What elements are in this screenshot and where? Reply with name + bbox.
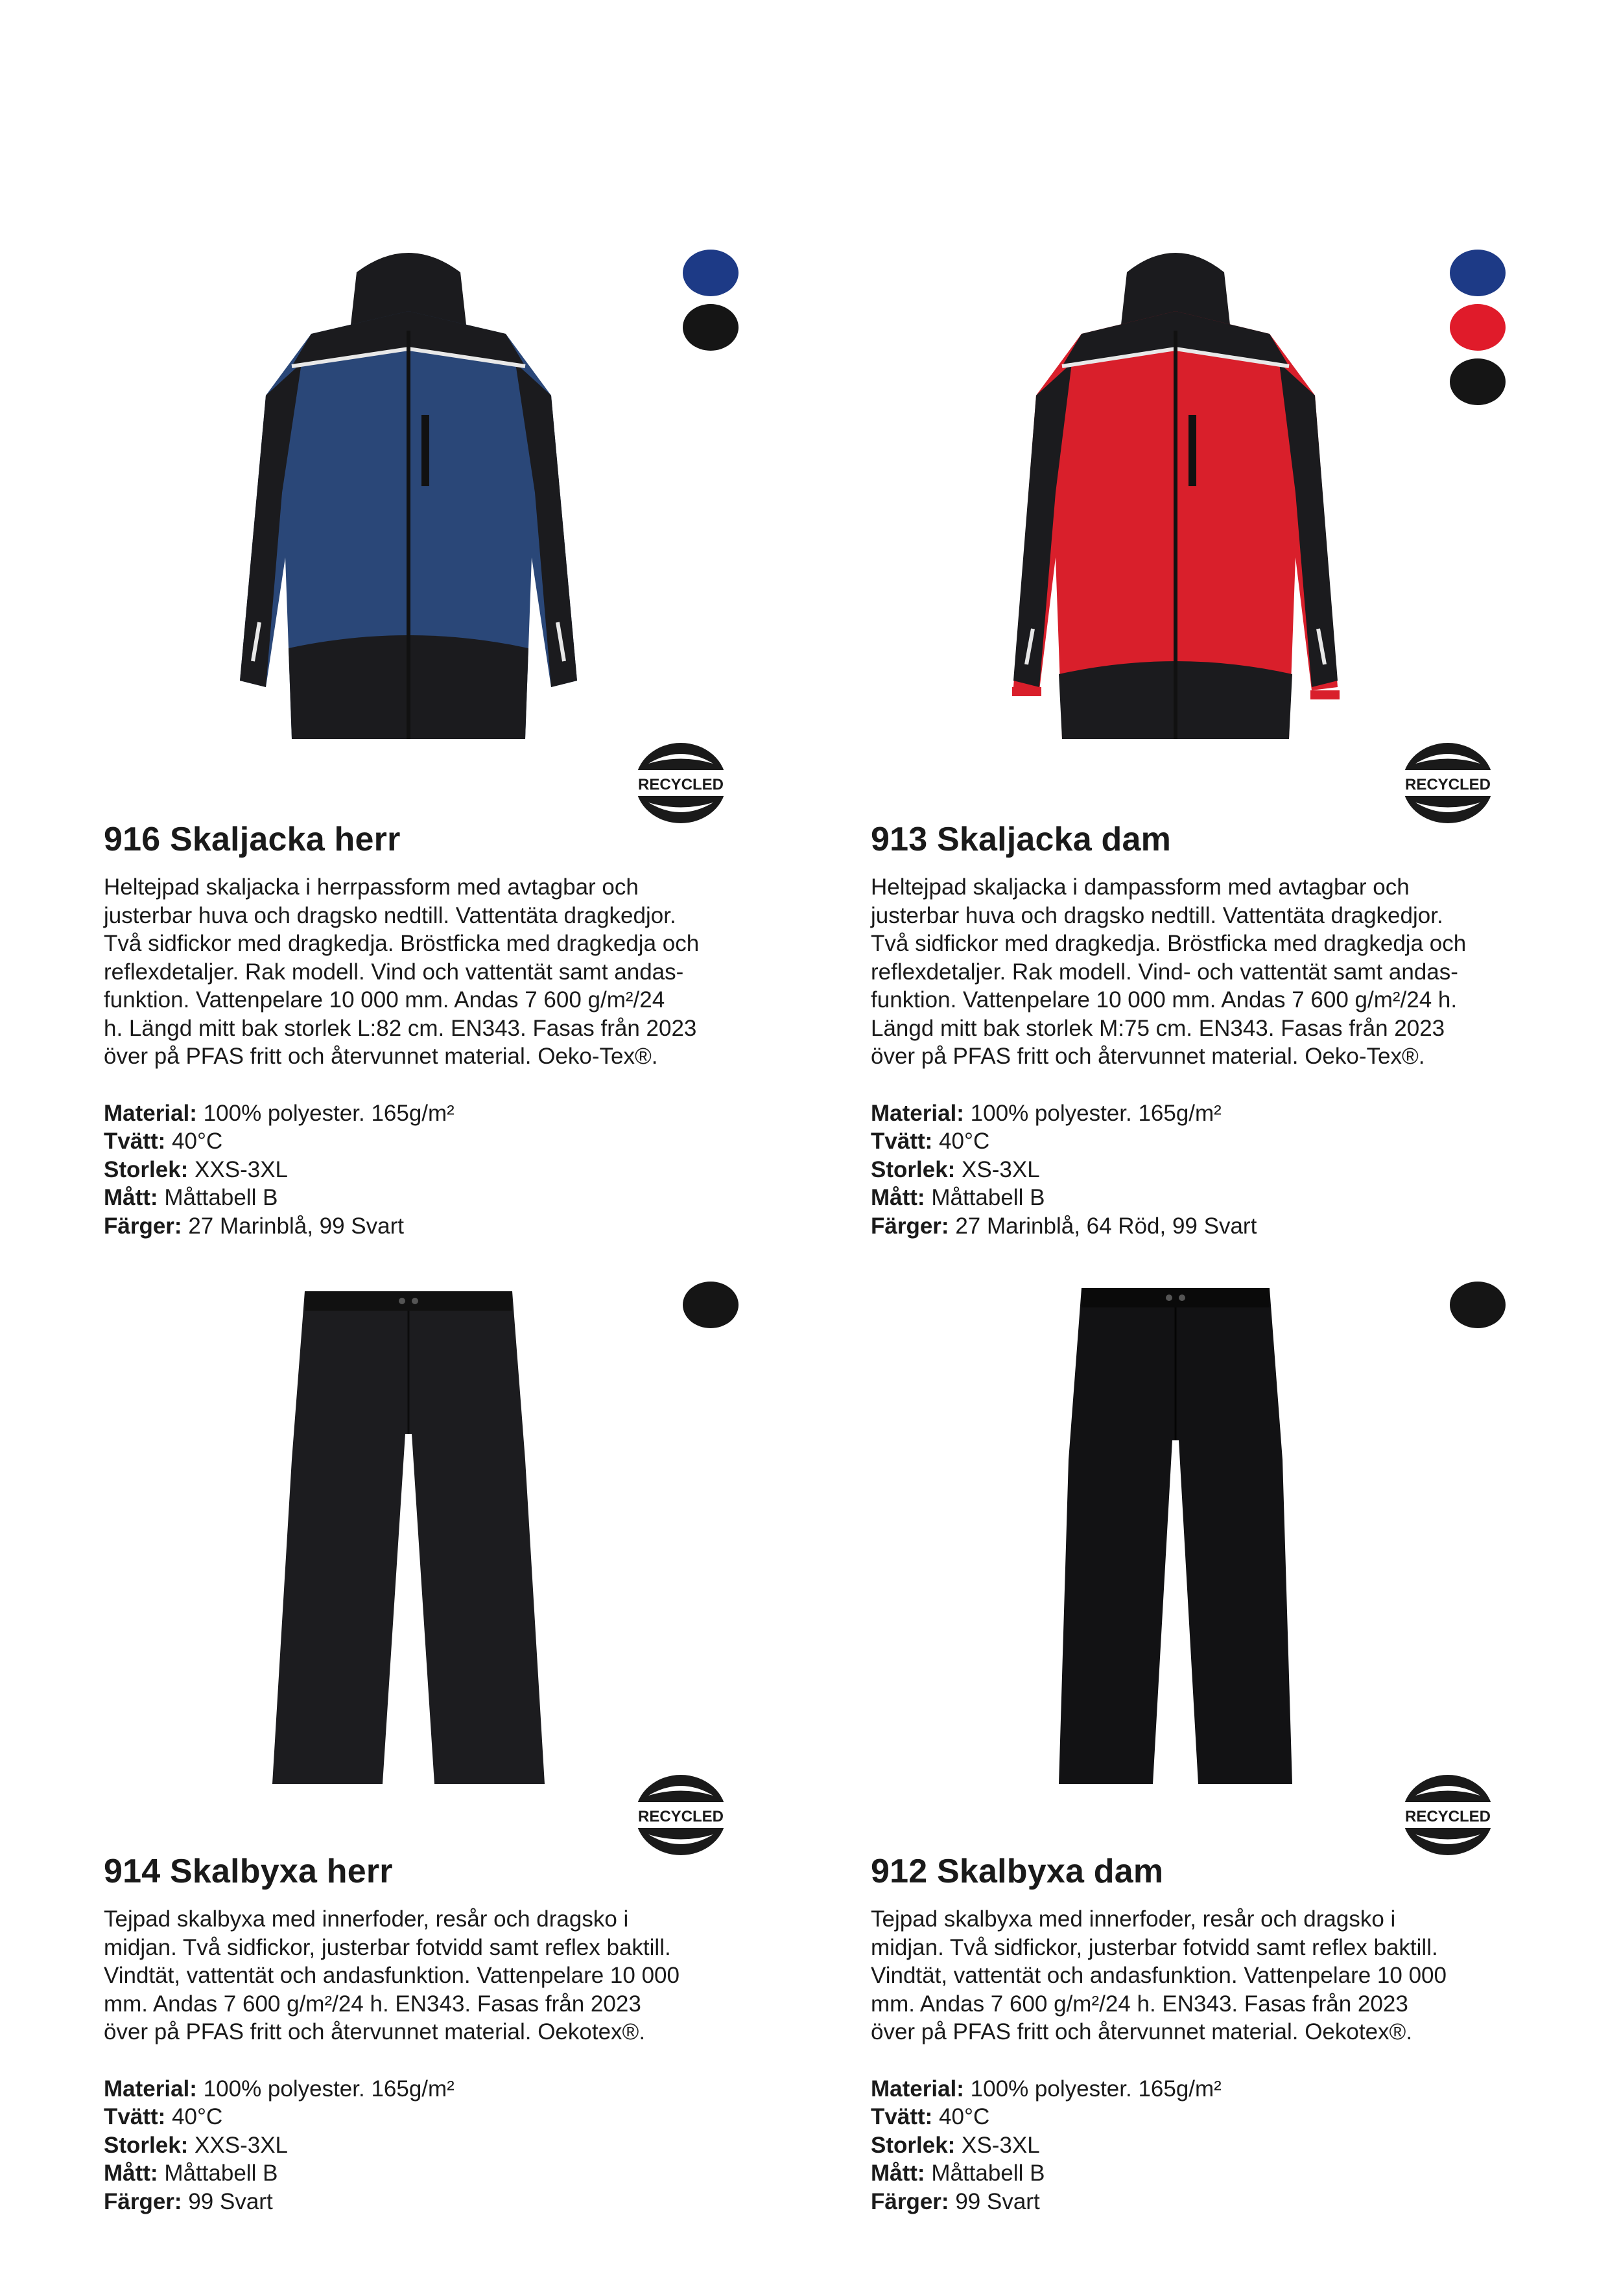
jacket-photo-navy bbox=[162, 233, 655, 765]
product-description: Heltejpad skaljacka i dampassform med avtagbar och justerbar huva och dragsko nedtill. Vattentäta dragkedjor. Två sidfickor med dragkedja. Bröstficka med dragkedja och reflexdetaljer. Rak modell. Vind- och vattentät samt andas- funktion. Vattenpelare 10 000 mm. Andas 7 600 g/m²/24 h. Längd mitt bak storlek M:75 cm. EN343. Fasas från 2023 över på PFAS fritt och återvunnet material. Oeko-Tex®. bbox=[871, 874, 1467, 1069]
spec-value: 40°C bbox=[939, 1129, 990, 1154]
spec-value: Måttabell B bbox=[164, 1185, 278, 1210]
spec-size bbox=[104, 1156, 765, 1184]
spec-key: Tvätt: bbox=[104, 1129, 166, 1154]
spec-key: Storlek: bbox=[871, 2132, 956, 2158]
recycled-badge bbox=[1389, 738, 1506, 828]
spec-material bbox=[871, 2075, 1532, 2103]
jacket-photo-red bbox=[929, 233, 1422, 765]
recycled-badge-label: RECYCLED bbox=[1404, 776, 1491, 793]
spec-value: 40°C bbox=[172, 1129, 223, 1154]
spec-value: 40°C bbox=[172, 2104, 223, 2129]
spec-key: Tvätt: bbox=[104, 2104, 166, 2129]
spec-measure bbox=[871, 1184, 1532, 1212]
color-swatches bbox=[683, 1282, 739, 1336]
recycled-badge bbox=[1389, 1770, 1506, 1860]
color-swatches bbox=[1450, 250, 1506, 413]
spec-value: 100% polyester. 165g/m² bbox=[203, 2076, 455, 2102]
spec-key: Mått: bbox=[871, 1185, 925, 1210]
product-description: Tejpad skalbyxa med innerfoder, resår och dragsko i midjan. Två sidfickor, justerbar fotvidd samt reflex baktill. Vindtät, vattentät och andasfunktion. Vattenpelare 10 000 mm. Andas 7 600 g/m²/24 h. EN343. Fasas från 2023 över på PFAS fritt och återvunnet material. Oekotex®. bbox=[104, 1906, 680, 2044]
spec-size bbox=[871, 1156, 1532, 1184]
spec-value: XXS-3XL bbox=[195, 2132, 289, 2158]
product-specs bbox=[104, 1099, 765, 1241]
product-title: 914 Skalbyxa herr bbox=[104, 1853, 393, 1890]
spec-colors bbox=[871, 1212, 1532, 1241]
spec-value: 100% polyester. 165g/m² bbox=[970, 1100, 1222, 1126]
recycled-badge-label: RECYCLED bbox=[1404, 1808, 1491, 1825]
product-card-912 bbox=[871, 1265, 1578, 2296]
spec-colors bbox=[871, 2188, 1532, 2216]
spec-key: Storlek: bbox=[104, 2132, 189, 2158]
product-card-916 bbox=[104, 233, 810, 1264]
color-swatch-black[interactable] bbox=[1450, 358, 1506, 405]
spec-measure bbox=[104, 1184, 765, 1212]
spec-colors bbox=[104, 2188, 765, 2216]
spec-size bbox=[871, 2131, 1532, 2160]
spec-key: Material: bbox=[871, 1100, 964, 1126]
spec-wash bbox=[104, 2103, 765, 2131]
color-swatch-red[interactable] bbox=[1450, 304, 1506, 351]
spec-key: Storlek: bbox=[871, 1156, 956, 1182]
spec-wash bbox=[104, 1127, 765, 1156]
color-swatch-black[interactable] bbox=[683, 304, 739, 351]
recycled-badge-label: RECYCLED bbox=[637, 1808, 724, 1825]
spec-value: XXS-3XL bbox=[195, 1156, 289, 1182]
spec-value: XS-3XL bbox=[962, 1156, 1040, 1182]
color-swatch-navy[interactable] bbox=[683, 250, 739, 296]
spec-wash bbox=[871, 2103, 1532, 2131]
trousers-photo-black bbox=[929, 1265, 1422, 1797]
product-card-913 bbox=[871, 233, 1578, 1264]
spec-value: Måttabell B bbox=[931, 1185, 1045, 1210]
spec-value: XS-3XL bbox=[962, 2132, 1040, 2158]
product-specs bbox=[104, 2075, 765, 2216]
spec-wash bbox=[871, 1127, 1532, 1156]
spec-key: Storlek: bbox=[104, 1156, 189, 1182]
spec-material bbox=[104, 2075, 765, 2103]
product-specs bbox=[871, 2075, 1532, 2216]
spec-key: Mått: bbox=[871, 2161, 925, 2186]
spec-colors bbox=[104, 1212, 765, 1241]
spec-key: Tvätt: bbox=[871, 1129, 933, 1154]
spec-key: Färger: bbox=[871, 2188, 949, 2214]
recycled-badge-label: RECYCLED bbox=[637, 776, 724, 793]
spec-value: Måttabell B bbox=[931, 2161, 1045, 2186]
spec-key: Material: bbox=[104, 1100, 197, 1126]
product-description: Tejpad skalbyxa med innerfoder, resår och dragsko i midjan. Två sidfickor, justerbar fotvidd samt reflex baktill. Vindtät, vattentät och andasfunktion. Vattenpelare 10 000 mm. Andas 7 600 g/m²/24 h. EN343. Fasas från 2023 över på PFAS fritt och återvunnet material. Oekotex®. bbox=[871, 1906, 1447, 2044]
recycled-badge bbox=[622, 738, 739, 828]
spec-measure bbox=[104, 2159, 765, 2188]
spec-value: 100% polyester. 165g/m² bbox=[203, 1100, 455, 1126]
spec-key: Färger: bbox=[104, 1213, 182, 1239]
recycled-badge bbox=[622, 1770, 739, 1860]
product-card-914 bbox=[104, 1265, 810, 2296]
color-swatches bbox=[1450, 1282, 1506, 1336]
spec-key: Mått: bbox=[104, 1185, 158, 1210]
spec-value: 99 Svart bbox=[955, 2188, 1040, 2214]
spec-measure bbox=[871, 2159, 1532, 2188]
spec-value: 100% polyester. 165g/m² bbox=[970, 2076, 1222, 2102]
trousers-photo-black bbox=[162, 1265, 655, 1797]
spec-size bbox=[104, 2131, 765, 2160]
spec-key: Färger: bbox=[104, 2188, 182, 2214]
color-swatches bbox=[683, 250, 739, 358]
spec-value: Måttabell B bbox=[164, 2161, 278, 2186]
spec-key: Material: bbox=[104, 2076, 197, 2102]
spec-material bbox=[871, 1099, 1532, 1128]
color-swatch-black[interactable] bbox=[1450, 1282, 1506, 1328]
product-title: 913 Skaljacka dam bbox=[871, 821, 1172, 858]
spec-key: Mått: bbox=[104, 2161, 158, 2186]
spec-material bbox=[104, 1099, 765, 1128]
product-description: Heltejpad skaljacka i herrpassform med avtagbar och justerbar huva och dragsko nedtill. Vattentäta dragkedjor. Två sidfickor med dragkedja. Bröstficka med dragkedja och reflexdetaljer. Rak modell. Vind och vattentät samt andas- funktion. Vattenpelare 10 000 mm. Andas 7 600 g/m²/24 h. Längd mitt bak storlek L:82 cm. EN343. Fasas från 2023 över på PFAS fritt och återvunnet material. Oeko-Tex®. bbox=[104, 874, 700, 1069]
spec-key: Material: bbox=[871, 2076, 964, 2102]
product-title: 916 Skaljacka herr bbox=[104, 821, 401, 858]
spec-value: 99 Svart bbox=[188, 2188, 273, 2214]
spec-key: Färger: bbox=[871, 1213, 949, 1239]
spec-value: 27 Marinblå, 64 Röd, 99 Svart bbox=[955, 1213, 1257, 1239]
spec-value: 27 Marinblå, 99 Svart bbox=[188, 1213, 404, 1239]
product-specs bbox=[871, 1099, 1532, 1241]
spec-key: Tvätt: bbox=[871, 2104, 933, 2129]
color-swatch-navy[interactable] bbox=[1450, 250, 1506, 296]
color-swatch-black[interactable] bbox=[683, 1282, 739, 1328]
product-title: 912 Skalbyxa dam bbox=[871, 1853, 1164, 1890]
spec-value: 40°C bbox=[939, 2104, 990, 2129]
